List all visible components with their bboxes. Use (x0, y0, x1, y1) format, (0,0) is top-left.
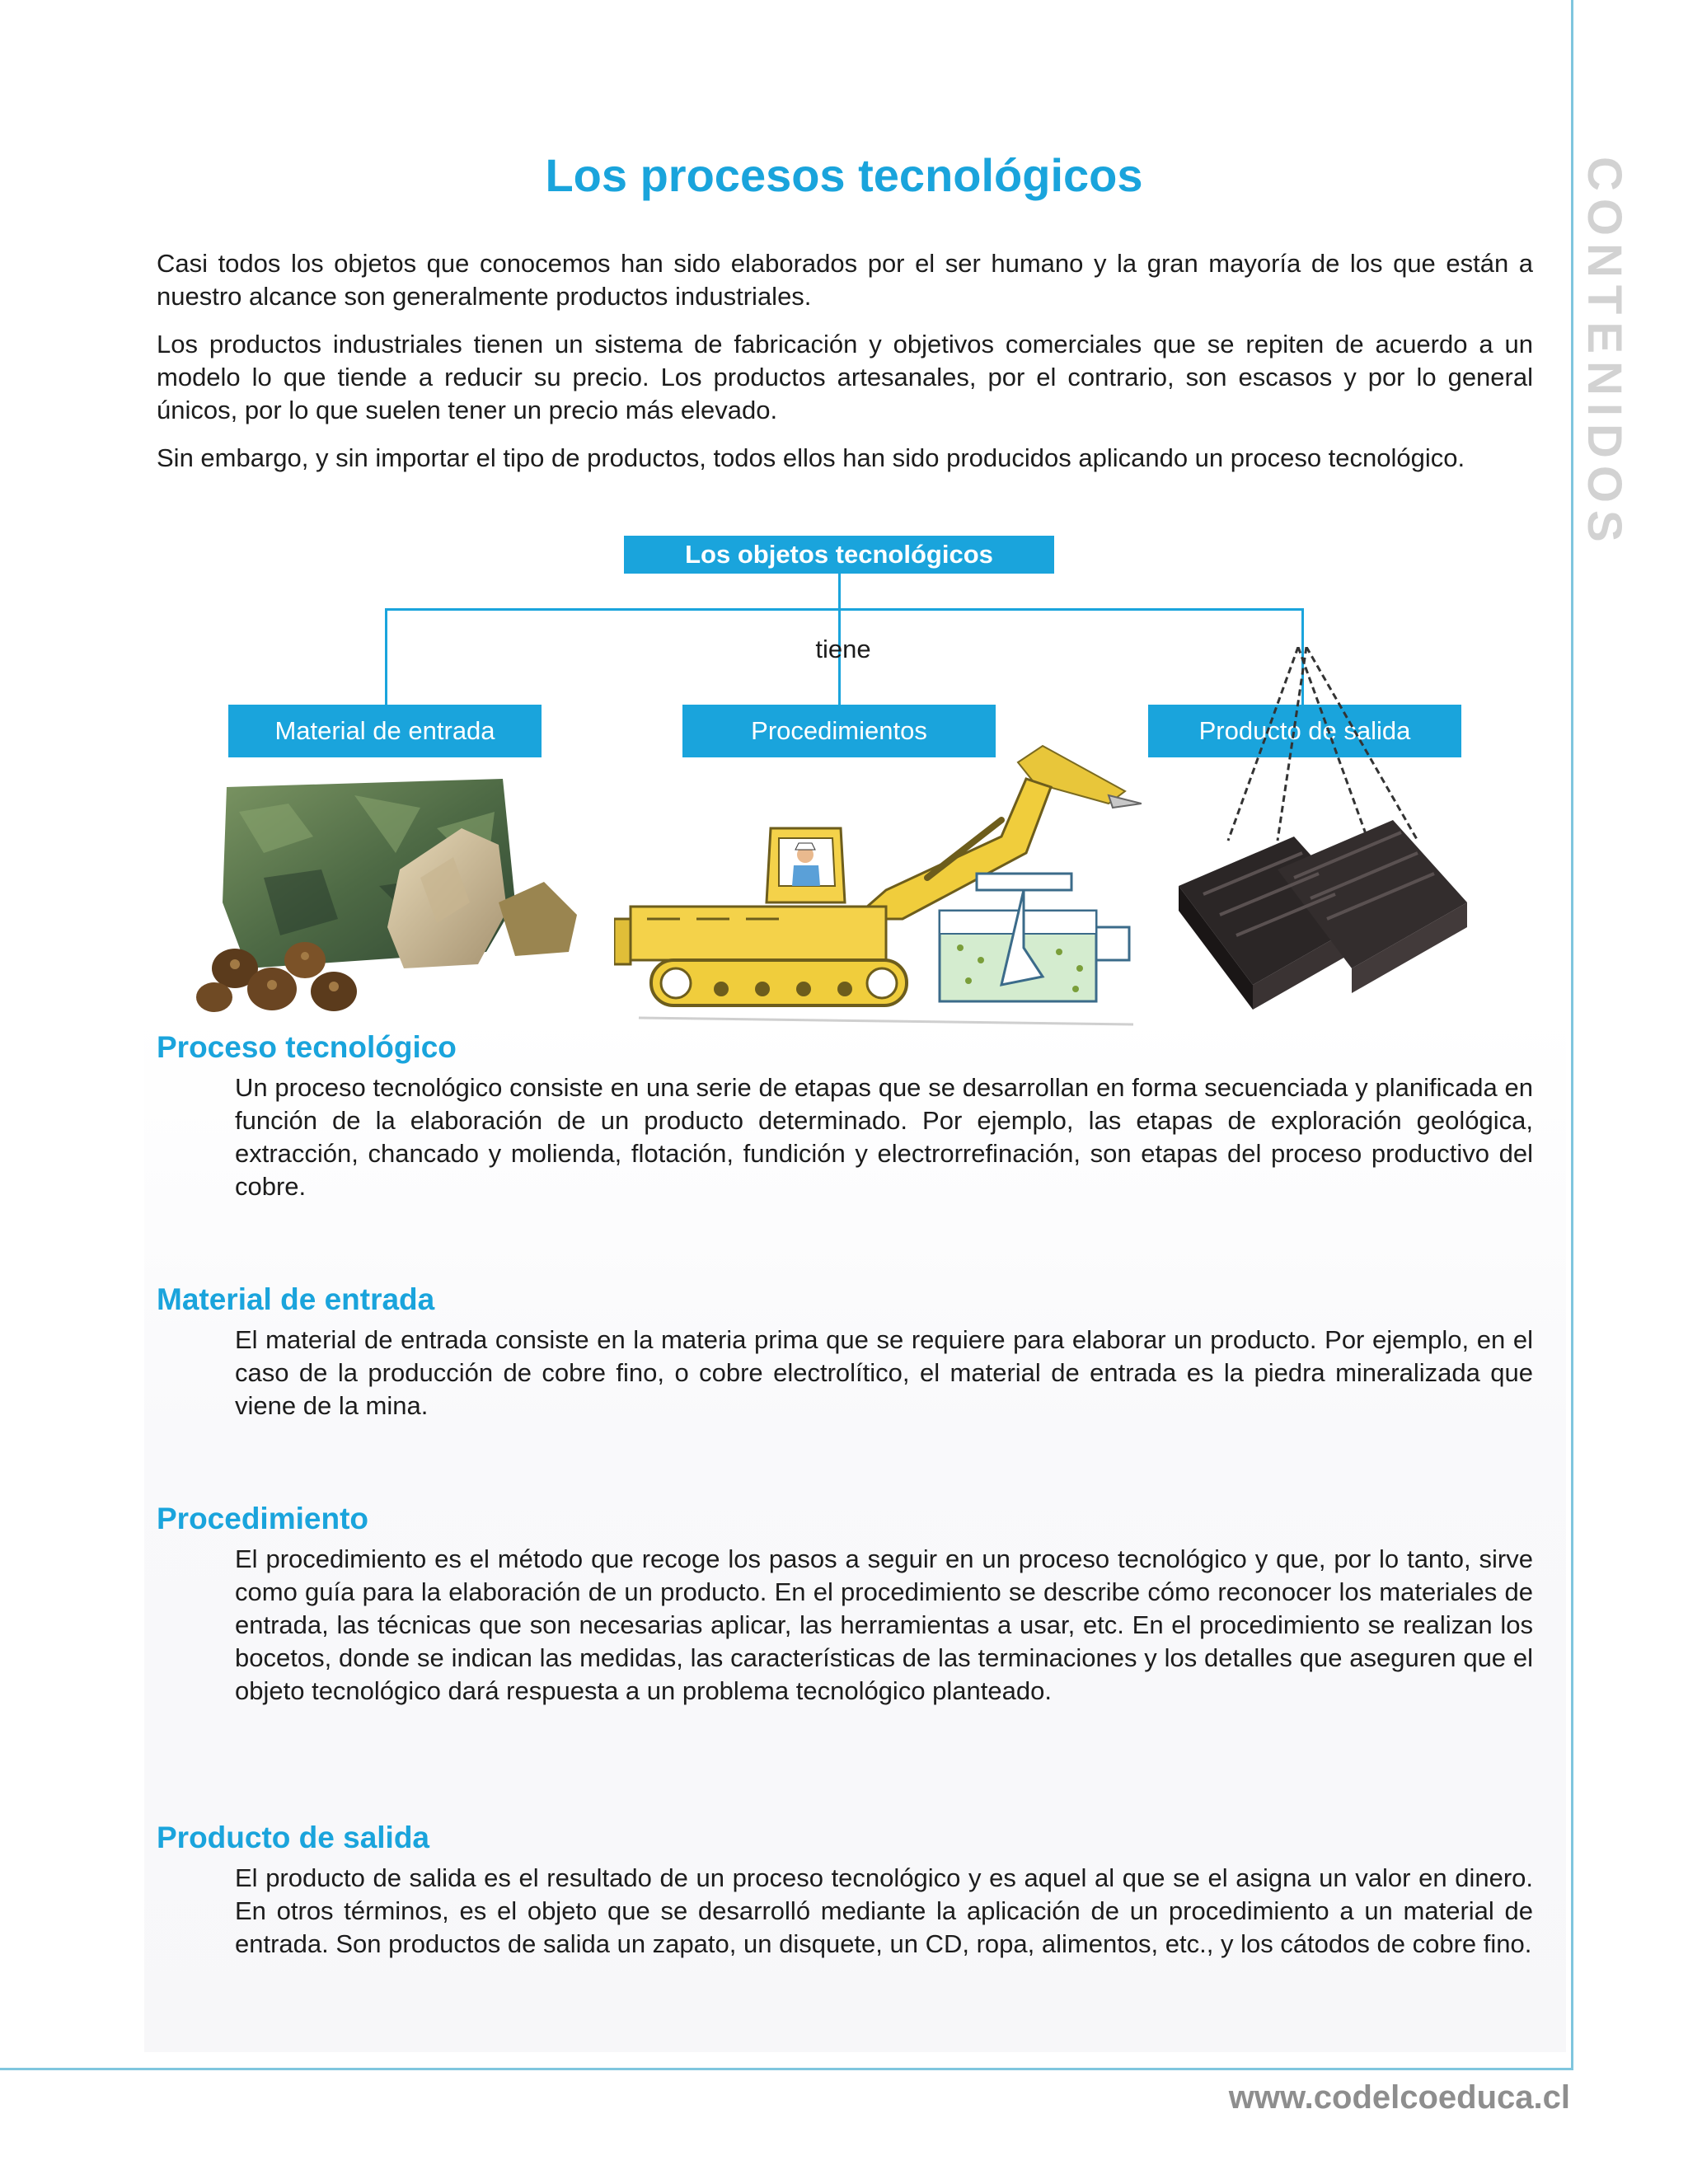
diagram-root-box: Los objetos tecnológicos (624, 536, 1054, 574)
connector-line (385, 608, 387, 705)
section-body: El procedimiento es el método que recoge los pasos a seguir en un proceso tecnológico y que, por lo tanto, sirve como guía para la elaboración de un producto. En el procedimiento se describe cómo reconocer los materiales de entrada, las técnicas que son necesarias aplicar, las herramientas a usar, etc. En el procedimiento se realizan los bocetos, donde se indican las medidas, las características de las terminaciones y los detalles que aseguren que el objeto tecnológico dará respuesta a un problema tecnológico planteado. (235, 1544, 1533, 1705)
mineral-rocks-illustration (190, 779, 593, 1026)
diagram-box-material: Material de entrada (228, 705, 542, 757)
connector-line (385, 608, 1304, 611)
bottom-margin-rule (0, 2068, 1573, 2070)
section-procedimiento (157, 1502, 1533, 1708)
section-body: El material de entrada consiste en la materia prima que se requiere para elaborar un producto. Por ejemplo, en el caso de la producción de cobre fino, o cobre electrolítico, el material de entrada es la piedra mineralizada que viene de la mina. (235, 1325, 1533, 1420)
intro-paragraph: Los productos industriales tienen un sistema de fabricación y objetivos comerciales que se repiten de acuerdo a un modelo lo que tiende a reducir su precio. Los productos artesanales, por el contrario, son escasos y por lo general únicos, por lo que suelen tener un precio más elevado. (157, 330, 1533, 424)
excavator-illustration (614, 713, 1142, 1038)
section-heading: Material de entrada (157, 1282, 435, 1316)
diagram-box-procedimientos: Procedimientos (682, 705, 996, 757)
copper-cathodes-illustration (1162, 647, 1475, 1018)
intro-text (157, 247, 1533, 490)
intro-paragraph: Sin embargo, y sin importar el tipo de productos, todos ellos han sido producidos aplicando un proceso tecnológico. (157, 443, 1465, 472)
intro-paragraph: Casi todos los objetos que conocemos han sido elaborados por el ser humano y la gran mayoría de los que están a nuestro alcance son generalmente productos industriales. (157, 249, 1533, 311)
section-body: Un proceso tecnológico consiste en una serie de etapas que se desarrollan en forma secuenciada y planificada en función de la elaboración de un producto determinado. Por ejemplo, las etapas de exploración geológica, extracción, chancado y molienda, flotación, fundición y electrorrefinación, son etapas del proceso productivo del cobre. (235, 1073, 1533, 1201)
section-body: El producto de salida es el resultado de un proceso tecnológico y es aquel al que se el asigna un valor en dinero. En otros términos, es el objeto que se desarrolló mediante la aplicación de un procedimiento a un material de entrada. Son productos de salida un zapato, un disquete, un CD, ropa, alimentos, etc., y los cátodos de cobre fino. (235, 1863, 1533, 1958)
side-tab-label: CONTENIDOS (1578, 157, 1631, 550)
section-heading: Producto de salida (157, 1821, 430, 1854)
section-producto (157, 1821, 1533, 1961)
section-material (157, 1282, 1533, 1422)
connector-label: tiene (815, 635, 871, 663)
footer-url: www.codelcoeduca.cl (1228, 2079, 1570, 2116)
diagram-box-producto: Producto de salida (1148, 705, 1461, 757)
section-proceso (157, 1030, 1533, 1203)
page-title: Los procesos tecnológicos (545, 149, 1143, 201)
section-heading: Procedimiento (157, 1502, 368, 1535)
section-heading: Proceso tecnológico (157, 1030, 457, 1064)
concept-diagram (0, 536, 1688, 1030)
